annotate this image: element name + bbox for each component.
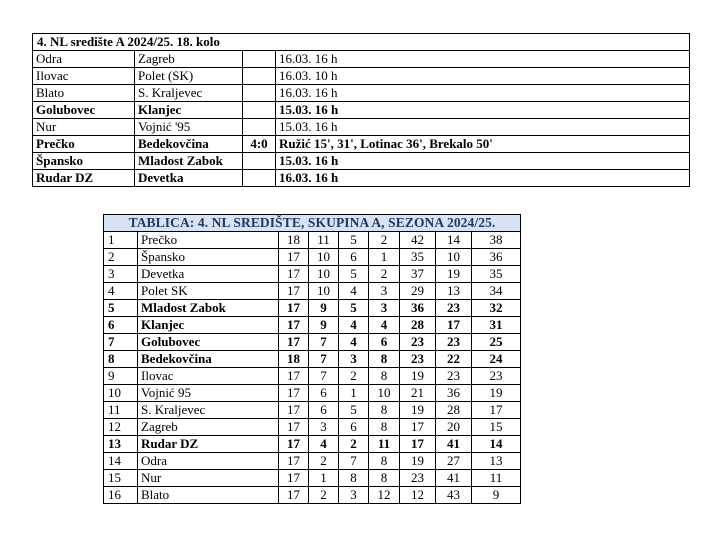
fixture-away-team: S. Kraljevec — [135, 85, 243, 102]
standings-row — [104, 419, 521, 436]
standings-goals-for: 12 — [400, 487, 436, 504]
standings-points: 11 — [472, 470, 521, 487]
fixture-away-team: Bedekovčina — [135, 136, 243, 153]
fixtures-title: 4. NL središte A 2024/25. 18. kolo — [33, 34, 690, 51]
standings-position: 3 — [104, 266, 138, 283]
standings-goals-against: 19 — [436, 266, 472, 283]
standings-team: Prečko — [138, 232, 279, 249]
standings-points: 24 — [472, 351, 521, 368]
standings-points: 31 — [472, 317, 521, 334]
standings-draws: 3 — [339, 487, 369, 504]
standings-wins: 3 — [309, 419, 339, 436]
standings-team: Špansko — [138, 249, 279, 266]
standings-goals-against: 41 — [436, 436, 472, 453]
fixture-info: 15.03. 16 h — [276, 119, 690, 136]
standings-row — [104, 385, 521, 402]
standings-losses: 3 — [369, 300, 400, 317]
standings-points: 19 — [472, 385, 521, 402]
standings-goals-against: 41 — [436, 470, 472, 487]
standings-losses: 8 — [369, 351, 400, 368]
standings-goals-for: 19 — [400, 402, 436, 419]
standings-goals-for: 23 — [400, 351, 436, 368]
fixture-info: 16.03. 16 h — [276, 85, 690, 102]
standings-goals-for: 28 — [400, 317, 436, 334]
fixture-info: 15.03. 16 h — [276, 102, 690, 119]
standings-played: 17 — [279, 436, 309, 453]
standings-draws: 2 — [339, 436, 369, 453]
standings-wins: 6 — [309, 402, 339, 419]
standings-points: 17 — [472, 402, 521, 419]
standings-goals-against: 27 — [436, 453, 472, 470]
standings-row — [104, 436, 521, 453]
standings-team: Vojnić 95 — [138, 385, 279, 402]
standings-draws: 6 — [339, 419, 369, 436]
fixture-row — [33, 85, 690, 102]
standings-losses: 3 — [369, 283, 400, 300]
standings-position: 8 — [104, 351, 138, 368]
fixture-home-team: Ilovac — [33, 68, 135, 85]
standings-points: 32 — [472, 300, 521, 317]
standings-row — [104, 453, 521, 470]
standings-losses: 4 — [369, 317, 400, 334]
standings-goals-for: 19 — [400, 368, 436, 385]
fixture-away-team: Polet (SK) — [135, 68, 243, 85]
standings-goals-for: 19 — [400, 453, 436, 470]
standings-played: 17 — [279, 249, 309, 266]
fixture-away-team: Mladost Zabok — [135, 153, 243, 170]
standings-wins: 9 — [309, 317, 339, 334]
standings-wins: 6 — [309, 385, 339, 402]
fixture-away-team: Vojnić '95 — [135, 119, 243, 136]
standings-losses: 8 — [369, 402, 400, 419]
standings-goals-against: 28 — [436, 402, 472, 419]
standings-played: 17 — [279, 487, 309, 504]
standings-team: S. Kraljevec — [138, 402, 279, 419]
standings-row — [104, 487, 521, 504]
standings-draws: 5 — [339, 300, 369, 317]
standings-played: 18 — [279, 232, 309, 249]
fixture-info: 16.03. 16 h — [276, 170, 690, 187]
standings-draws: 4 — [339, 334, 369, 351]
fixture-home-team: Golubovec — [33, 102, 135, 119]
standings-goals-against: 22 — [436, 351, 472, 368]
standings-losses: 8 — [369, 419, 400, 436]
standings-played: 17 — [279, 402, 309, 419]
standings-position: 1 — [104, 232, 138, 249]
standings-points: 23 — [472, 368, 521, 385]
standings-goals-against: 23 — [436, 300, 472, 317]
standings-position: 13 — [104, 436, 138, 453]
standings-position: 14 — [104, 453, 138, 470]
standings-played: 17 — [279, 334, 309, 351]
standings-played: 18 — [279, 351, 309, 368]
fixture-away-team: Devetka — [135, 170, 243, 187]
standings-wins: 10 — [309, 283, 339, 300]
fixture-score — [243, 170, 276, 187]
standings-goals-for: 42 — [400, 232, 436, 249]
standings-goals-against: 20 — [436, 419, 472, 436]
standings-position: 7 — [104, 334, 138, 351]
standings-losses: 8 — [369, 470, 400, 487]
fixture-score — [243, 119, 276, 136]
standings-played: 17 — [279, 283, 309, 300]
standings-position: 4 — [104, 283, 138, 300]
standings-losses: 10 — [369, 385, 400, 402]
standings-losses: 2 — [369, 266, 400, 283]
standings-title: TABLICA: 4. NL SREDIŠTE, SKUPINA A, SEZONA 2024/25. — [104, 215, 521, 232]
standings-team: Blato — [138, 487, 279, 504]
fixture-row — [33, 119, 690, 136]
standings-points: 13 — [472, 453, 521, 470]
standings-goals-for: 35 — [400, 249, 436, 266]
standings-losses: 1 — [369, 249, 400, 266]
standings-team: Odra — [138, 453, 279, 470]
standings-goals-for: 23 — [400, 334, 436, 351]
standings-header-row — [104, 215, 521, 232]
standings-position: 9 — [104, 368, 138, 385]
standings-draws: 4 — [339, 317, 369, 334]
fixture-home-team: Blato — [33, 85, 135, 102]
standings-position: 6 — [104, 317, 138, 334]
standings-wins: 7 — [309, 368, 339, 385]
standings-goals-for: 17 — [400, 436, 436, 453]
standings-table — [103, 214, 521, 504]
standings-row — [104, 283, 521, 300]
standings-row — [104, 402, 521, 419]
fixtures-table — [32, 33, 690, 187]
fixture-home-team: Nur — [33, 119, 135, 136]
fixture-row — [33, 102, 690, 119]
standings-row — [104, 334, 521, 351]
standings-position: 5 — [104, 300, 138, 317]
standings-played: 17 — [279, 419, 309, 436]
fixture-score: 4:0 — [243, 136, 276, 153]
standings-row — [104, 368, 521, 385]
standings-team: Bedekovčina — [138, 351, 279, 368]
standings-wins: 9 — [309, 300, 339, 317]
standings-position: 12 — [104, 419, 138, 436]
standings-goals-against: 23 — [436, 368, 472, 385]
fixture-home-team: Špansko — [33, 153, 135, 170]
standings-draws: 2 — [339, 368, 369, 385]
standings-wins: 1 — [309, 470, 339, 487]
standings-goals-for: 36 — [400, 300, 436, 317]
standings-losses: 8 — [369, 453, 400, 470]
standings-position: 15 — [104, 470, 138, 487]
fixture-score — [243, 51, 276, 68]
standings-draws: 5 — [339, 232, 369, 249]
standings-team: Klanjec — [138, 317, 279, 334]
fixture-score — [243, 153, 276, 170]
standings-points: 35 — [472, 266, 521, 283]
standings-row — [104, 317, 521, 334]
standings-played: 17 — [279, 266, 309, 283]
standings-draws: 6 — [339, 249, 369, 266]
fixture-info: 16.03. 16 h — [276, 51, 690, 68]
standings-goals-for: 21 — [400, 385, 436, 402]
standings-points: 36 — [472, 249, 521, 266]
standings-draws: 7 — [339, 453, 369, 470]
standings-draws: 8 — [339, 470, 369, 487]
standings-goals-against: 10 — [436, 249, 472, 266]
fixture-home-team: Rudar DZ — [33, 170, 135, 187]
standings-losses: 8 — [369, 368, 400, 385]
standings-draws: 5 — [339, 266, 369, 283]
standings-wins: 4 — [309, 436, 339, 453]
standings-wins: 11 — [309, 232, 339, 249]
fixture-row — [33, 153, 690, 170]
standings-row — [104, 249, 521, 266]
fixture-row — [33, 51, 690, 68]
fixture-row — [33, 136, 690, 153]
standings-position: 10 — [104, 385, 138, 402]
standings-position: 11 — [104, 402, 138, 419]
standings-wins: 7 — [309, 334, 339, 351]
standings-team: Golubovec — [138, 334, 279, 351]
standings-draws: 1 — [339, 385, 369, 402]
standings-team: Ilovac — [138, 368, 279, 385]
standings-draws: 5 — [339, 402, 369, 419]
standings-position: 16 — [104, 487, 138, 504]
fixture-away-team: Zagreb — [135, 51, 243, 68]
standings-played: 17 — [279, 470, 309, 487]
standings-goals-against: 13 — [436, 283, 472, 300]
standings-row — [104, 266, 521, 283]
standings-goals-against: 23 — [436, 334, 472, 351]
fixture-row — [33, 170, 690, 187]
standings-losses: 2 — [369, 232, 400, 249]
standings-played: 17 — [279, 317, 309, 334]
standings-losses: 6 — [369, 334, 400, 351]
fixture-away-team: Klanjec — [135, 102, 243, 119]
fixtures-header-row — [33, 34, 690, 51]
standings-goals-against: 17 — [436, 317, 472, 334]
standings-position: 2 — [104, 249, 138, 266]
standings-points: 34 — [472, 283, 521, 300]
standings-wins: 10 — [309, 266, 339, 283]
standings-points: 14 — [472, 436, 521, 453]
standings-row — [104, 232, 521, 249]
fixture-score — [243, 85, 276, 102]
standings-team: Polet SK — [138, 283, 279, 300]
standings-wins: 10 — [309, 249, 339, 266]
fixture-score — [243, 68, 276, 85]
standings-played: 17 — [279, 453, 309, 470]
standings-row — [104, 470, 521, 487]
standings-points: 38 — [472, 232, 521, 249]
fixture-info: 15.03. 16 h — [276, 153, 690, 170]
standings-played: 17 — [279, 368, 309, 385]
standings-goals-for: 29 — [400, 283, 436, 300]
standings-team: Nur — [138, 470, 279, 487]
fixture-home-team: Odra — [33, 51, 135, 68]
fixture-row — [33, 68, 690, 85]
standings-goals-against: 36 — [436, 385, 472, 402]
fixture-home-team: Prečko — [33, 136, 135, 153]
standings-row — [104, 300, 521, 317]
standings-wins: 2 — [309, 487, 339, 504]
standings-draws: 3 — [339, 351, 369, 368]
standings-points: 15 — [472, 419, 521, 436]
fixture-score — [243, 102, 276, 119]
standings-goals-for: 17 — [400, 419, 436, 436]
standings-goals-against: 14 — [436, 232, 472, 249]
standings-team: Rudar DZ — [138, 436, 279, 453]
standings-losses: 11 — [369, 436, 400, 453]
standings-points: 9 — [472, 487, 521, 504]
standings-wins: 7 — [309, 351, 339, 368]
fixture-info: 16.03. 10 h — [276, 68, 690, 85]
standings-played: 17 — [279, 300, 309, 317]
standings-goals-against: 43 — [436, 487, 472, 504]
standings-row — [104, 351, 521, 368]
standings-points: 25 — [472, 334, 521, 351]
standings-team: Zagreb — [138, 419, 279, 436]
standings-wins: 2 — [309, 453, 339, 470]
standings-goals-for: 23 — [400, 470, 436, 487]
fixture-info: Ružić 15', 31', Lotinac 36', Brekalo 50' — [276, 136, 690, 153]
standings-played: 17 — [279, 385, 309, 402]
standings-draws: 4 — [339, 283, 369, 300]
standings-losses: 12 — [369, 487, 400, 504]
standings-team: Devetka — [138, 266, 279, 283]
standings-team: Mladost Zabok — [138, 300, 279, 317]
standings-goals-for: 37 — [400, 266, 436, 283]
